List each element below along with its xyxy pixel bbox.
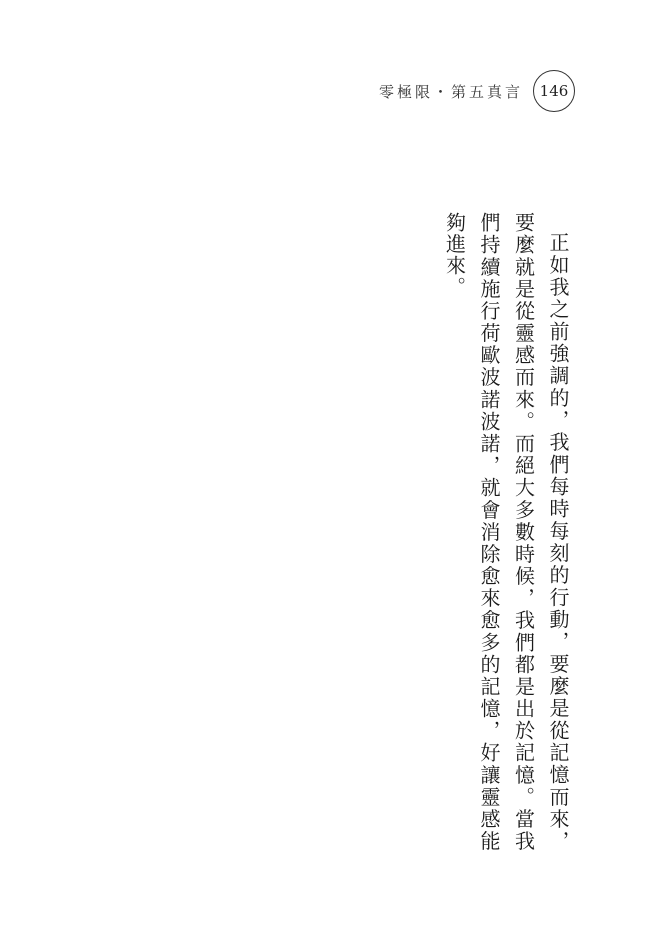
page-number: 146 bbox=[533, 70, 575, 112]
header-book-title: 零極限・第五真言 bbox=[378, 82, 523, 101]
paragraph-1: 正如我之前強調的，我們每時每刻的行動，要麼是從記憶而來，要麼就是從靈感而來。而絕大多數時候，我們都是出於記憶。當我們持續施行荷歐波諾波諾，就會消除愈來愈多的記憶，好讓靈感能夠進來。 bbox=[442, 212, 570, 852]
running-header bbox=[379, 70, 575, 112]
body-text bbox=[95, 212, 575, 852]
